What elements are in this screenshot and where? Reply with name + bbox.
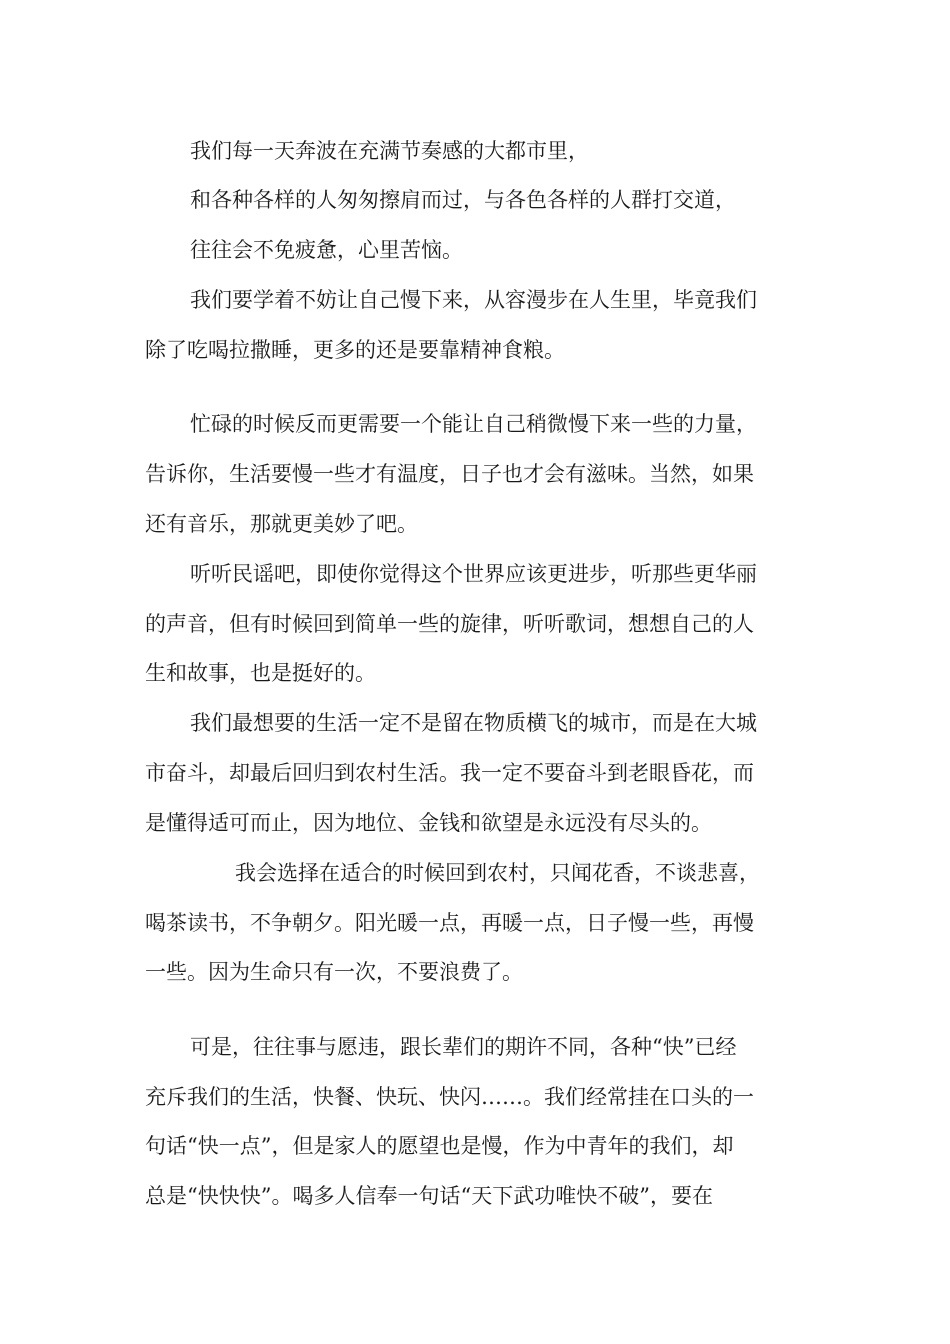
text-line: 市奋斗，却最后回归到农村生活。我一定不要奋斗到老眼昏花，而 (145, 761, 754, 785)
text-line: 忙碌的时候反而更需要一个能让自己稍微慢下来一些的力量， (190, 412, 757, 436)
text-line: 除了吃喝拉撒睡，更多的还是要靠精神食粮。 (145, 338, 565, 362)
text-line: 一些。因为生命只有一次，不要浪费了。 (145, 960, 523, 984)
text-line: 可是，往往事与愿违，跟长辈们的期许不同，各种“快”已经 (190, 1035, 737, 1059)
text-line: 我们最想要的生活一定不是留在物质横飞的城市，而是在大城 (190, 711, 757, 735)
text-line: 我们要学着不妨让自己慢下来，从容漫步在人生里，毕竟我们 (190, 288, 757, 312)
text-line: 总是“快快快”。喝多人信奉一句话“天下武功唯快不破”，要在 (145, 1184, 713, 1208)
text-line: 我会选择在适合的时候回到农村，只闻花香，不谈悲喜， (235, 861, 760, 885)
text-line: 是懂得适可而止，因为地位、金钱和欲望是永远没有尽头的。 (145, 811, 712, 835)
text-line: 听听民谣吧，即使你觉得这个世界应该更进步，听那些更华丽 (190, 562, 757, 586)
text-line: 往往会不免疲惫，心里苦恼。 (190, 238, 463, 262)
text-line: 的声音，但有时候回到简单一些的旋律，听听歌词，想想自己的人 (145, 612, 754, 636)
text-line: 句话“快一点”，但是家人的愿望也是慢，作为中青年的我们，却 (145, 1134, 734, 1158)
text-line: 和各种各样的人匆匆擦肩而过，与各色各样的人群打交道， (190, 188, 736, 212)
text-line: 告诉你，生活要慢一些才有温度，日子也才会有滋味。当然，如果 (145, 462, 754, 486)
text-line: 喝茶读书，不争朝夕。阳光暖一点，再暖一点，日子慢一些，再慢 (145, 911, 754, 935)
text-line: 生和故事，也是挺好的。 (145, 661, 376, 685)
text-line: 我们每一天奔波在充满节奏感的大都市里， (190, 139, 589, 163)
text-line: 还有音乐，那就更美妙了吧。 (145, 512, 418, 536)
text-line: 充斥我们的生活，快餐、快玩、快闪……。我们经常挂在口头的一 (145, 1085, 754, 1109)
